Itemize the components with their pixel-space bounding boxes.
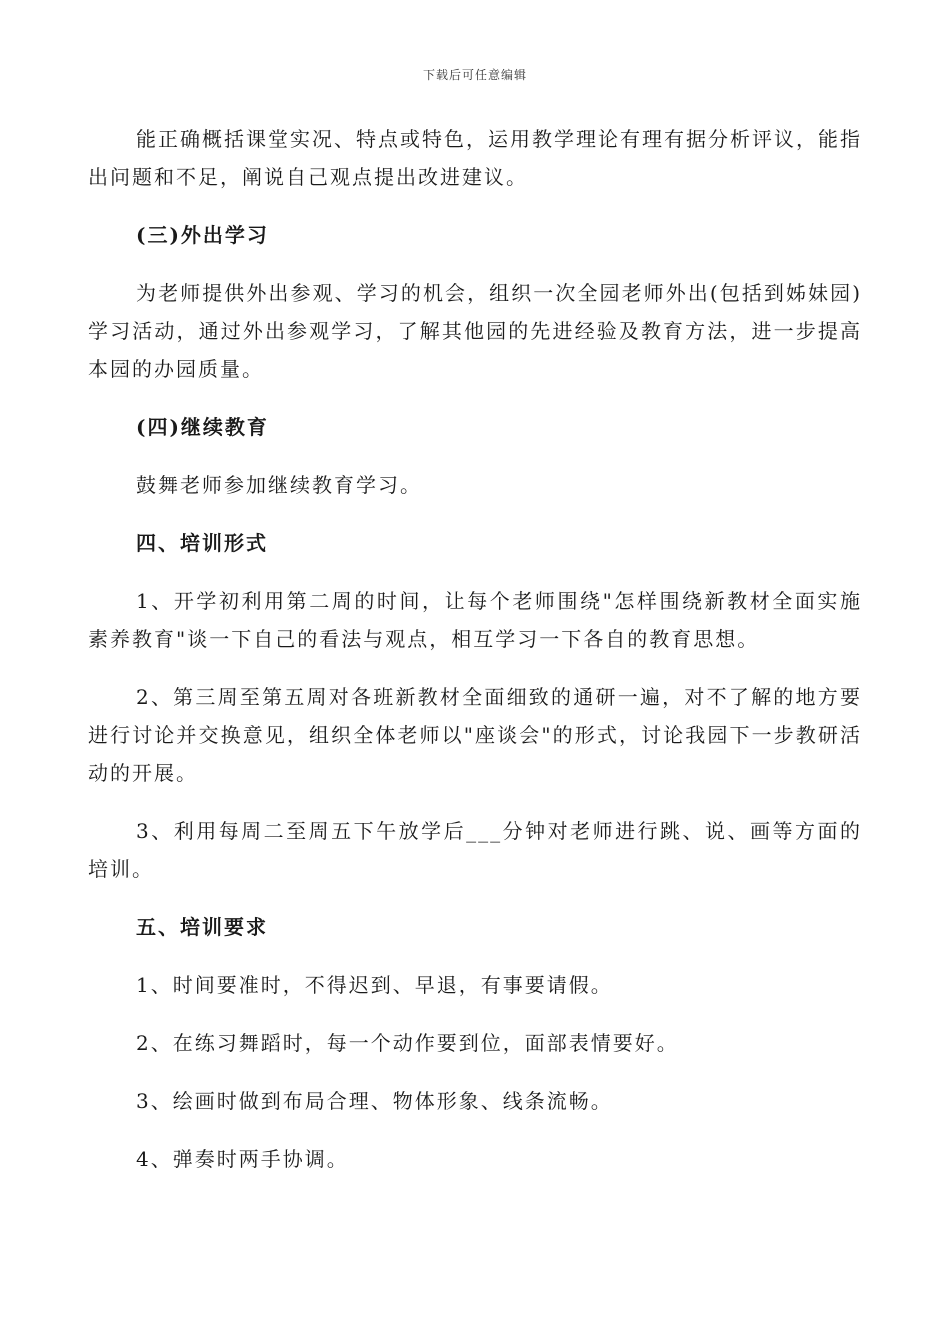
list-item-req-1: 1、时间要准时，不得迟到、早退，有事要请假。	[136, 973, 613, 997]
heading-outing-study: (三)外出学习	[136, 223, 269, 247]
list-item-req-3: 3、绘画时做到布局合理、物体形象、线条流畅。	[136, 1089, 613, 1113]
list-item-form-1: 1、开学初利用第二周的时间，让每个老师围绕"怎样围绕新教材全面实施素养教育"谈一下自己的看法与观点，相互学习一下各自的教育思想。	[88, 589, 862, 651]
list-item-form-2: 2、第三周至第五周对各班新教材全面细致的通研一遍，对不了解的地方要进行讨论并交换意见，组织全体老师以"座谈会"的形式，讨论我园下一步教研活动的开展。	[88, 685, 862, 785]
page-header: 下载后可任意编辑	[422, 68, 527, 82]
document-body	[88, 120, 862, 1198]
list-item-req-2: 2、在练习舞蹈时，每一个动作要到位，面部表情要好。	[136, 1031, 679, 1055]
heading-training-form: 四、培训形式	[136, 531, 268, 555]
heading-continuing-education: (四)继续教育	[136, 415, 269, 439]
paragraph-outing-study: 为老师提供外出参观、学习的机会，组织一次全园老师外出(包括到姊妹园)学习活动，通过外出参观学习，了解其他园的先进经验及教育方法，进一步提高本园的办园质量。	[88, 281, 862, 381]
paragraph-continuing-education: 鼓舞老师参加继续教育学习。	[136, 473, 422, 497]
heading-training-requirements: 五、培训要求	[136, 915, 268, 939]
list-item-req-4: 4、弹奏时两手协调。	[136, 1147, 349, 1171]
list-item-form-3: 3、利用每周二至周五下午放学后___分钟对老师进行跳、说、画等方面的培训。	[88, 819, 862, 881]
paragraph-evaluation: 能正确概括课堂实况、特点或特色，运用教学理论有理有据分析评议，能指出问题和不足，阐说自己观点提出改进建议。	[88, 127, 862, 189]
